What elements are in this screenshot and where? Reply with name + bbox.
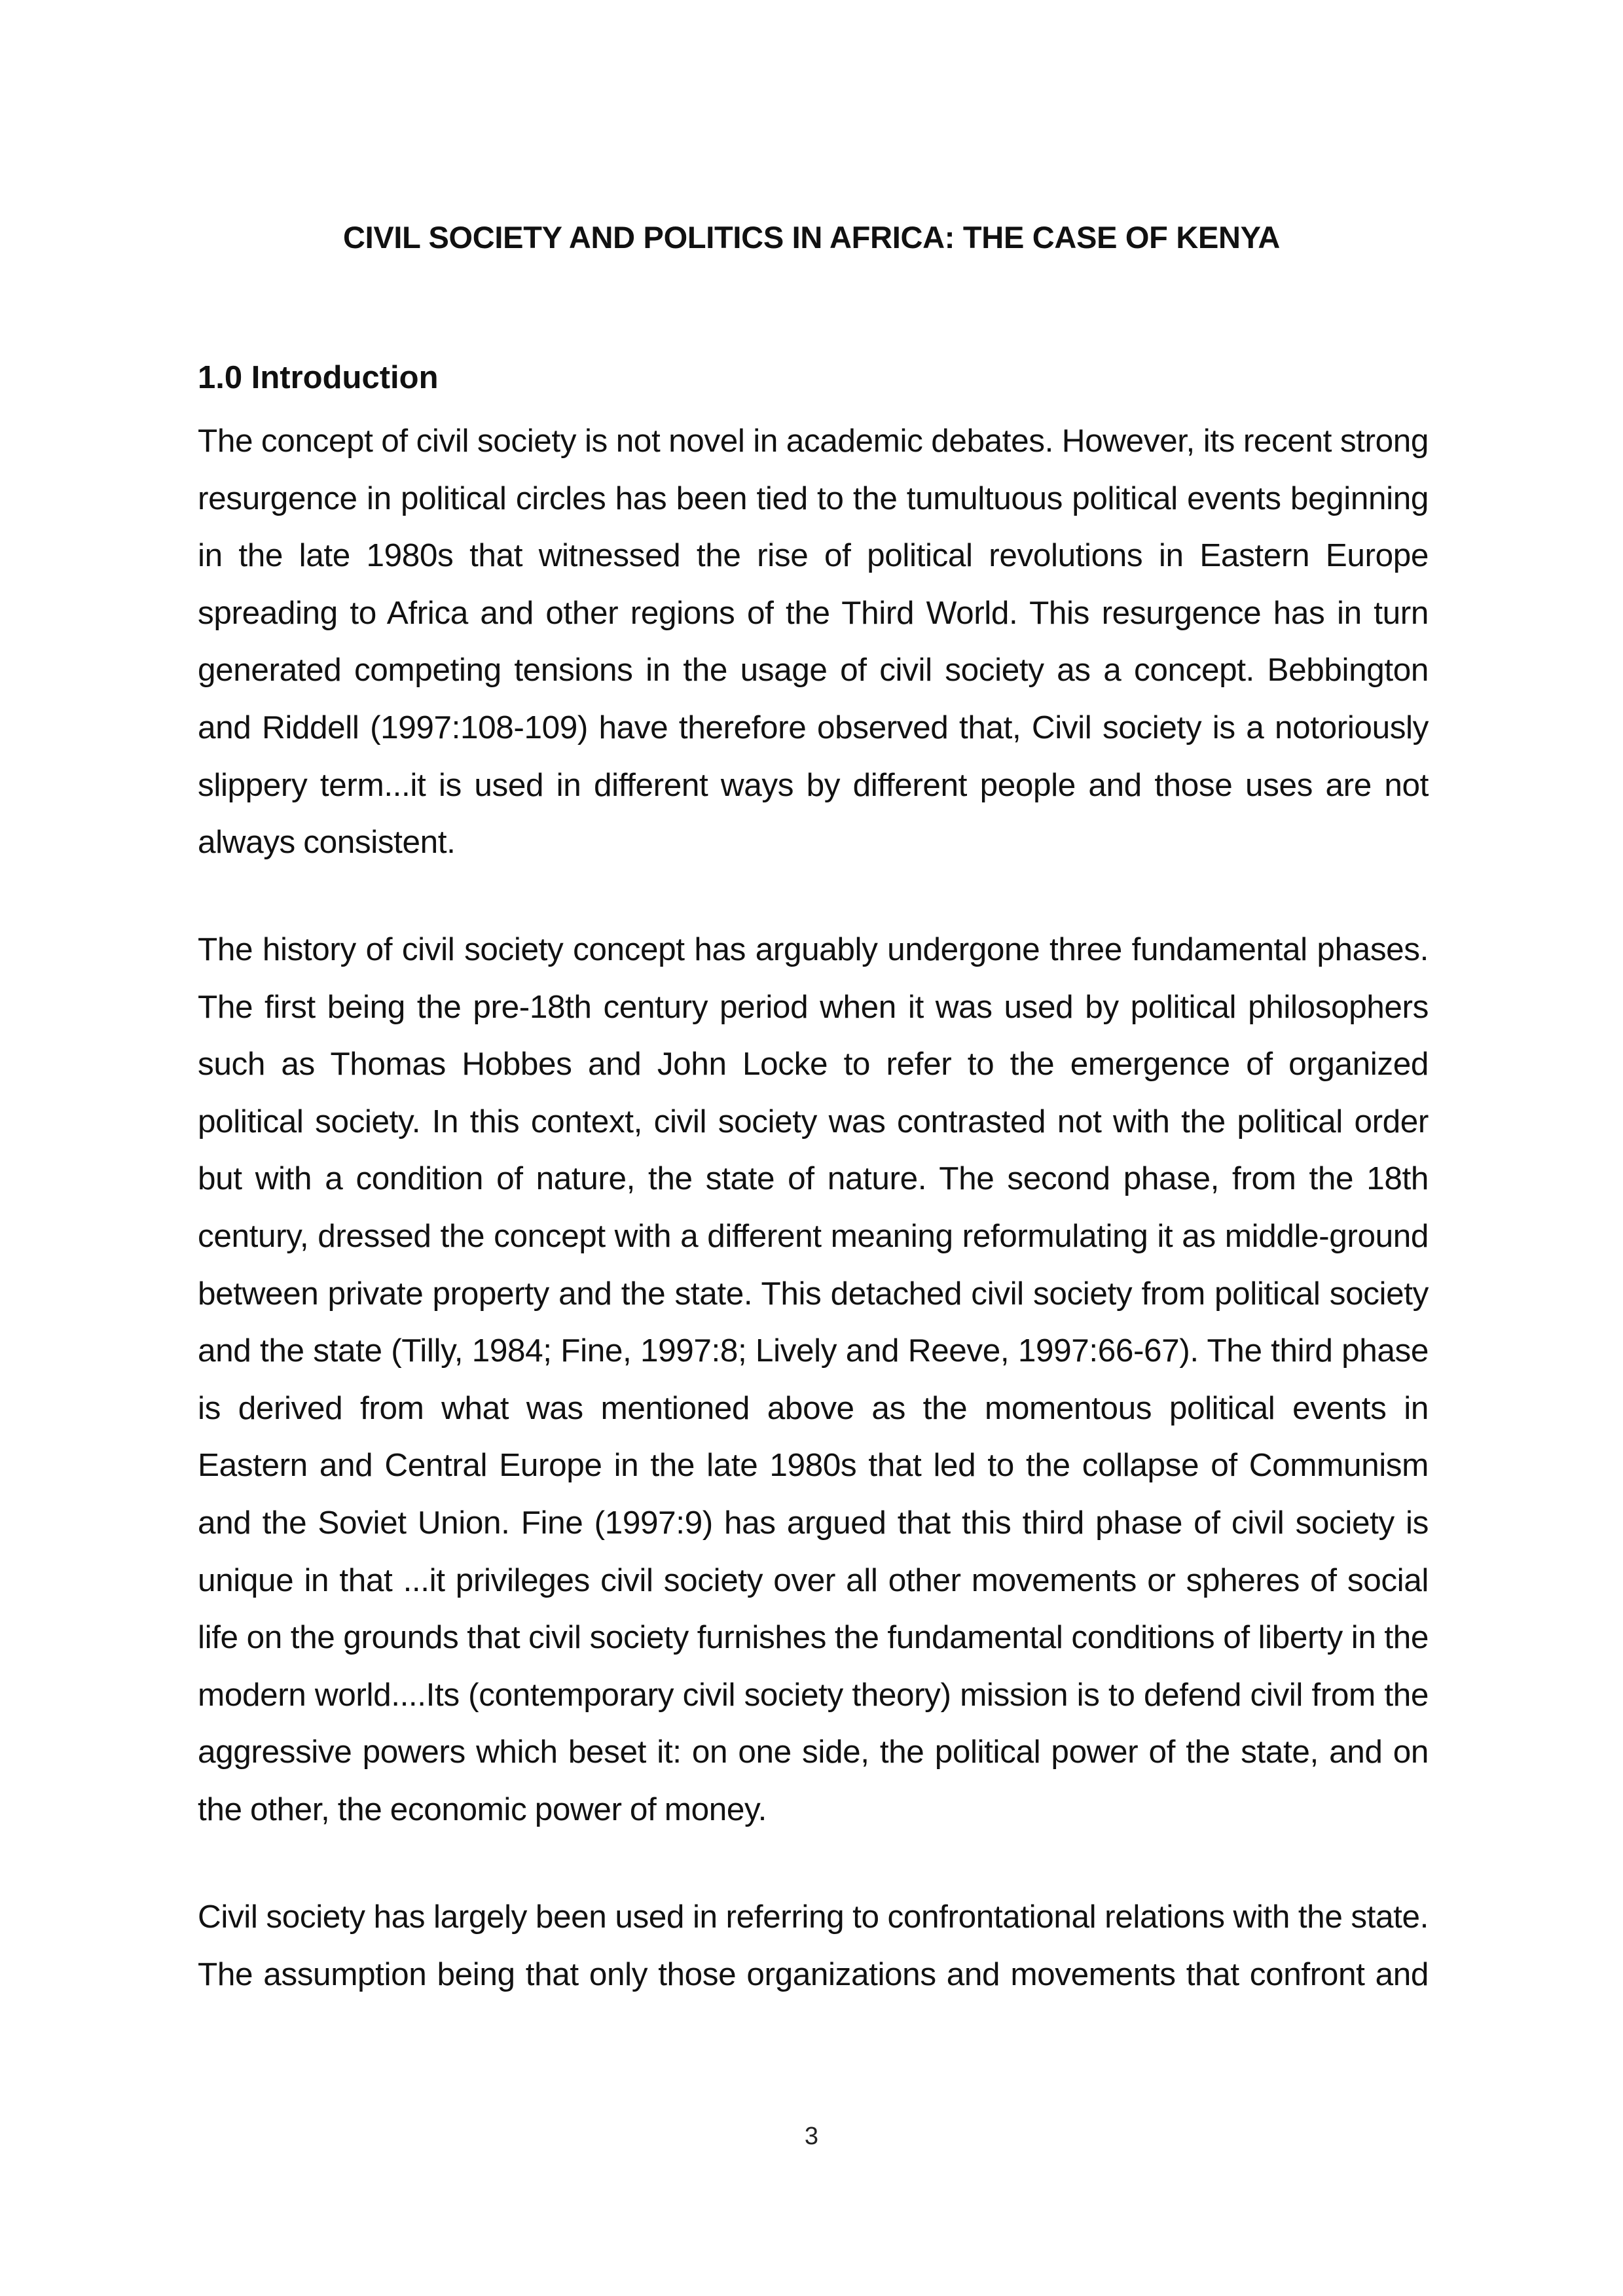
paragraph-1 — [198, 412, 1429, 871]
paragraph-line: political society. In this context, civil society was contrasted not with the political order — [198, 1103, 1429, 1139]
paragraph-line: between private property and the state. This detached civil society from political society — [198, 1275, 1429, 1312]
paragraph-line: life on the grounds that civil society furnishes the fundamental conditions of liberty in the — [198, 1619, 1429, 1656]
paragraph-line: Civil society has largely been used in referring to confrontational relations with the state. — [198, 1899, 1429, 1935]
paragraph-line: spreading to Africa and other regions of the Third World. This resurgence has in turn — [198, 594, 1429, 631]
paragraph-line: but with a condition of nature, the state of nature. The second phase, from the 18th — [198, 1160, 1429, 1197]
paragraph-line: and Riddell (1997:108-109) have therefore observed that, Civil society is a notoriously — [198, 709, 1429, 745]
paragraph-line: is derived from what was mentioned above as the momentous political events in — [198, 1390, 1429, 1426]
paragraph-line: century, dressed the concept with a different meaning reformulating it as middle-ground — [198, 1217, 1429, 1254]
paragraph-line: such as Thomas Hobbes and John Locke to refer to the emergence of organized — [198, 1046, 1429, 1083]
section-heading: 1.0 Introduction — [198, 360, 439, 395]
paragraph-line: The assumption being that only those organizations and movements that confront and — [198, 1956, 1429, 1992]
paragraph-line: Eastern and Central Europe in the late 1980s that led to the collapse of Communism — [198, 1447, 1429, 1484]
paragraph-line: resurgence in political circles has been tied to the tumultuous political events beginning — [198, 480, 1429, 516]
page-number: 3 — [804, 2123, 819, 2150]
document-title: CIVIL SOCIETY AND POLITICS IN AFRICA: THE CASE OF KENYA — [342, 220, 1281, 255]
paragraph-line: aggressive powers which beset it: on one side, the political power of the state, and on — [198, 1734, 1429, 1770]
paragraph-line: The history of civil society concept has arguably undergone three fundamental phases. — [198, 931, 1429, 967]
paragraph-line: and the state (Tilly, 1984; Fine, 1997:8; Lively and Reeve, 1997:66-67). The third phase — [198, 1333, 1429, 1369]
paragraph-line: The first being the pre-18th century period when it was used by political philosophers — [198, 988, 1429, 1025]
paragraph-line: the other, the economic power of money. — [198, 1791, 767, 1827]
paragraph-line: modern world....Its (contemporary civil society theory) mission is to defend civil from the — [198, 1676, 1429, 1713]
paragraph-line: slippery term...it is used in different ways by different people and those uses are not — [198, 766, 1429, 803]
paragraph-line: generated competing tensions in the usage of civil society as a concept. Bebbington — [198, 652, 1429, 689]
paragraph-2 — [198, 921, 1429, 1839]
paragraph-line: in the late 1980s that witnessed the rise of political revolutions in Eastern Europe — [198, 537, 1429, 574]
paragraph-line: and the Soviet Union. Fine (1997:9) has argued that this third phase of civil society is — [198, 1504, 1429, 1541]
paragraph-line: always consistent. — [198, 824, 456, 861]
paragraph-3 — [198, 1888, 1429, 2003]
paragraph-line: unique in that ...it privileges civil society over all other movements or spheres of social — [198, 1562, 1429, 1598]
paragraph-line: The concept of civil society is not novel in academic debates. However, its recent strong — [198, 423, 1429, 459]
